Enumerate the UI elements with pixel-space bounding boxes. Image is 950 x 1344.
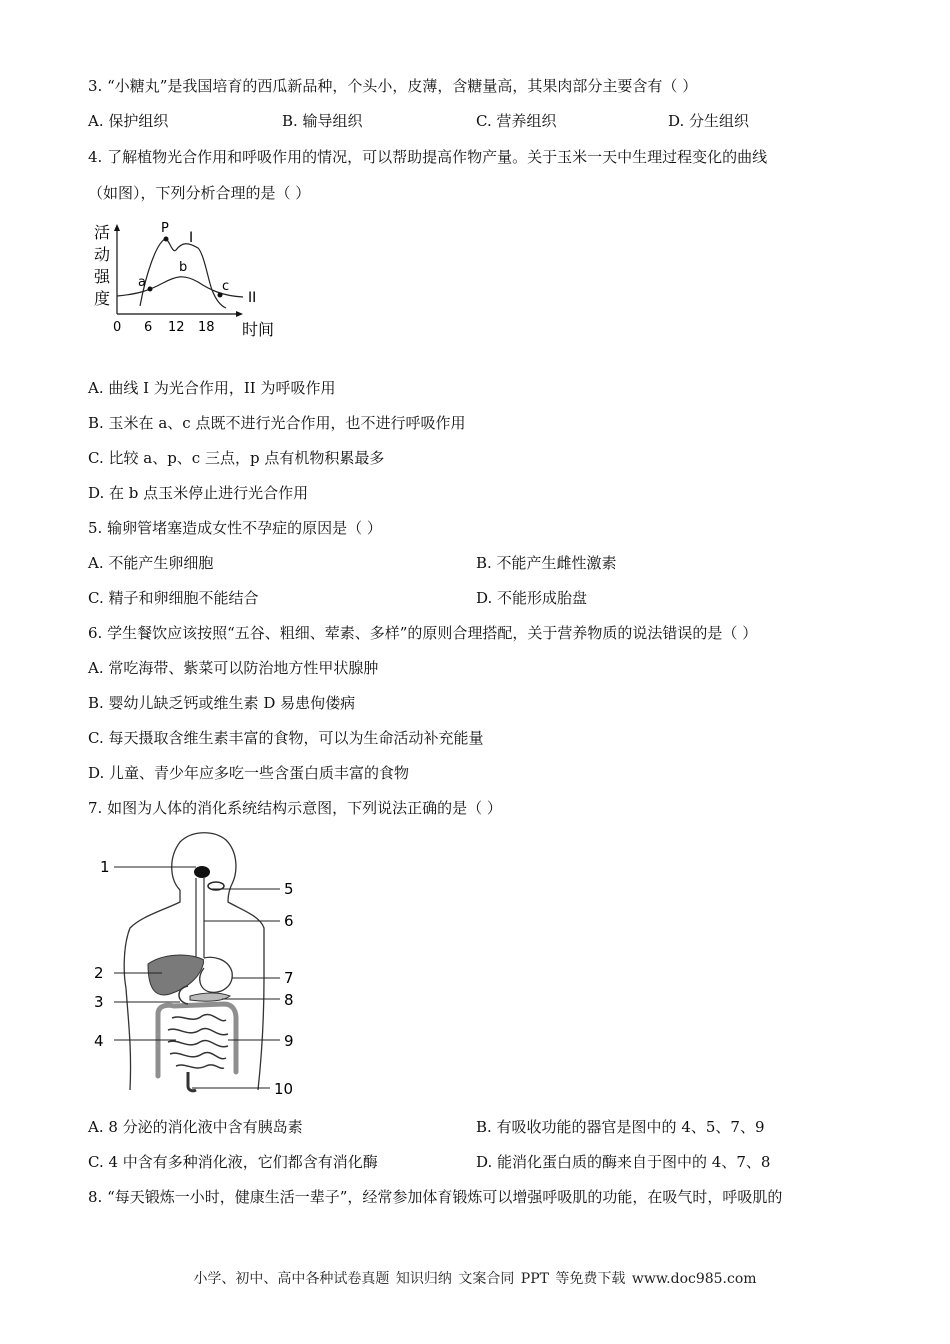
y-label-char: 动: [94, 245, 111, 264]
q4-stem-line1: 4. 了解植物光合作用和呼吸作用的情况，可以帮助提高作物产量。关于玉米一天中生理过程变化的曲线: [88, 148, 768, 166]
q7-digestive-system-diagram: [92, 828, 312, 1103]
point-a-label: a: [138, 275, 146, 290]
mouth-icon: [194, 866, 210, 878]
q3-option-a: A. 保护组织: [88, 112, 169, 130]
point-p-label: P: [161, 221, 169, 236]
q3-option-d: D. 分生组织: [668, 112, 750, 130]
q4-option-d: D. 在 b 点玉米停止进行光合作用: [88, 484, 309, 502]
q4-option-a: A. 曲线 I 为光合作用，II 为呼吸作用: [88, 379, 336, 397]
x-axis-label: 时间: [242, 320, 275, 339]
part-label-5: 5: [284, 880, 294, 898]
liver-icon: [148, 955, 204, 995]
y-axis-arrow: [114, 224, 120, 231]
part-label-3: 3: [94, 993, 104, 1011]
q6-option-c: C. 每天摄取含维生素丰富的食物，可以为生命活动补充能量: [88, 729, 484, 747]
q5-stem: 5. 输卵管堵塞造成女性不孕症的原因是（ ）: [88, 519, 382, 537]
curve-1-label: I: [189, 230, 194, 246]
q5-option-b: B. 不能产生雌性激素: [476, 554, 617, 572]
q3-option-c: C. 营养组织: [476, 112, 557, 130]
x-tick: 12: [168, 320, 185, 335]
x-tick: 18: [198, 320, 215, 335]
x-tick: 6: [144, 320, 153, 335]
q3-option-b: B. 输导组织: [282, 112, 363, 130]
q6-stem: 6. 学生餐饮应该按照“五谷、粗细、荤素、多样”的原则合理搭配，关于营养物质的说法错误的是（ ）: [88, 624, 758, 642]
q5-option-c: C. 精子和卵细胞不能结合: [88, 589, 259, 607]
q4-stem-line2: （如图），下列分析合理的是（ ）: [88, 184, 311, 202]
part-label-2: 2: [94, 964, 104, 982]
x-axis-arrow: [236, 311, 243, 317]
q5-option-a: A. 不能产生卵细胞: [88, 554, 214, 572]
q7-option-b: B. 有吸收功能的器官是图中的 4、5、7、9: [476, 1118, 765, 1136]
q8-stem: 8. “每天锻炼一小时，健康生活一辈子”，经常参加体育锻炼可以增强呼吸肌的功能，在吸气时，呼吸肌的: [88, 1188, 783, 1206]
part-label-6: 6: [284, 912, 294, 930]
part-label-8: 8: [284, 991, 294, 1009]
q6-option-b: B. 婴幼儿缺乏钙或维生素 D 易患佝偻病: [88, 694, 356, 712]
q7-option-a: A. 8 分泌的消化液中含有胰岛素: [88, 1118, 303, 1136]
q4-option-b: B. 玉米在 a、c 点既不进行光合作用，也不进行呼吸作用: [88, 414, 466, 432]
q4-activity-graph: [88, 214, 288, 344]
q5-option-d: D. 不能形成胎盘: [476, 589, 588, 607]
esophagus: [196, 878, 204, 963]
part-label-9: 9: [284, 1032, 294, 1050]
y-label-char: 强: [94, 267, 111, 286]
point-b-label: b: [179, 260, 188, 275]
point-p: [164, 237, 169, 242]
stomach-icon: [200, 957, 232, 992]
q4-option-c: C. 比较 a、p、c 三点，p 点有机物积累最多: [88, 449, 385, 467]
y-label-char: 度: [94, 289, 111, 308]
point-a: [148, 287, 153, 292]
pancreas-icon: [190, 993, 230, 1001]
y-label-char: 活: [94, 223, 111, 242]
q6-option-a: A. 常吃海带、紫菜可以防治地方性甲状腺肿: [88, 659, 379, 677]
x-tick: 0: [113, 320, 122, 335]
page-footer: 小学、初中、高中各种试卷真题 知识归纳 文案合同 PPT 等免费下载 www.doc985.com: [193, 1271, 757, 1287]
point-c-label: c: [222, 279, 230, 294]
q7-option-c: C. 4 中含有多种消化液，它们都含有消化酶: [88, 1153, 378, 1171]
part-label-1: 1: [100, 858, 110, 876]
q3-stem: 3. “小糖丸”是我国培育的西瓜新品种，个头小，皮薄，含糖量高，其果肉部分主要含有（ ）: [88, 77, 698, 95]
part-label-4: 4: [94, 1032, 104, 1050]
q7-stem: 7. 如图为人体的消化系统结构示意图，下列说法正确的是（ ）: [88, 799, 502, 817]
q6-option-d: D. 儿童、青少年应多吃一些含蛋白质丰富的食物: [88, 764, 410, 782]
small-intestine: [168, 1014, 228, 1068]
part-label-10: 10: [274, 1080, 294, 1098]
part-label-7: 7: [284, 969, 294, 987]
q7-option-d: D. 能消化蛋白质的酶来自于图中的 4、7、8: [476, 1153, 771, 1171]
curve-2-label: II: [248, 290, 257, 306]
